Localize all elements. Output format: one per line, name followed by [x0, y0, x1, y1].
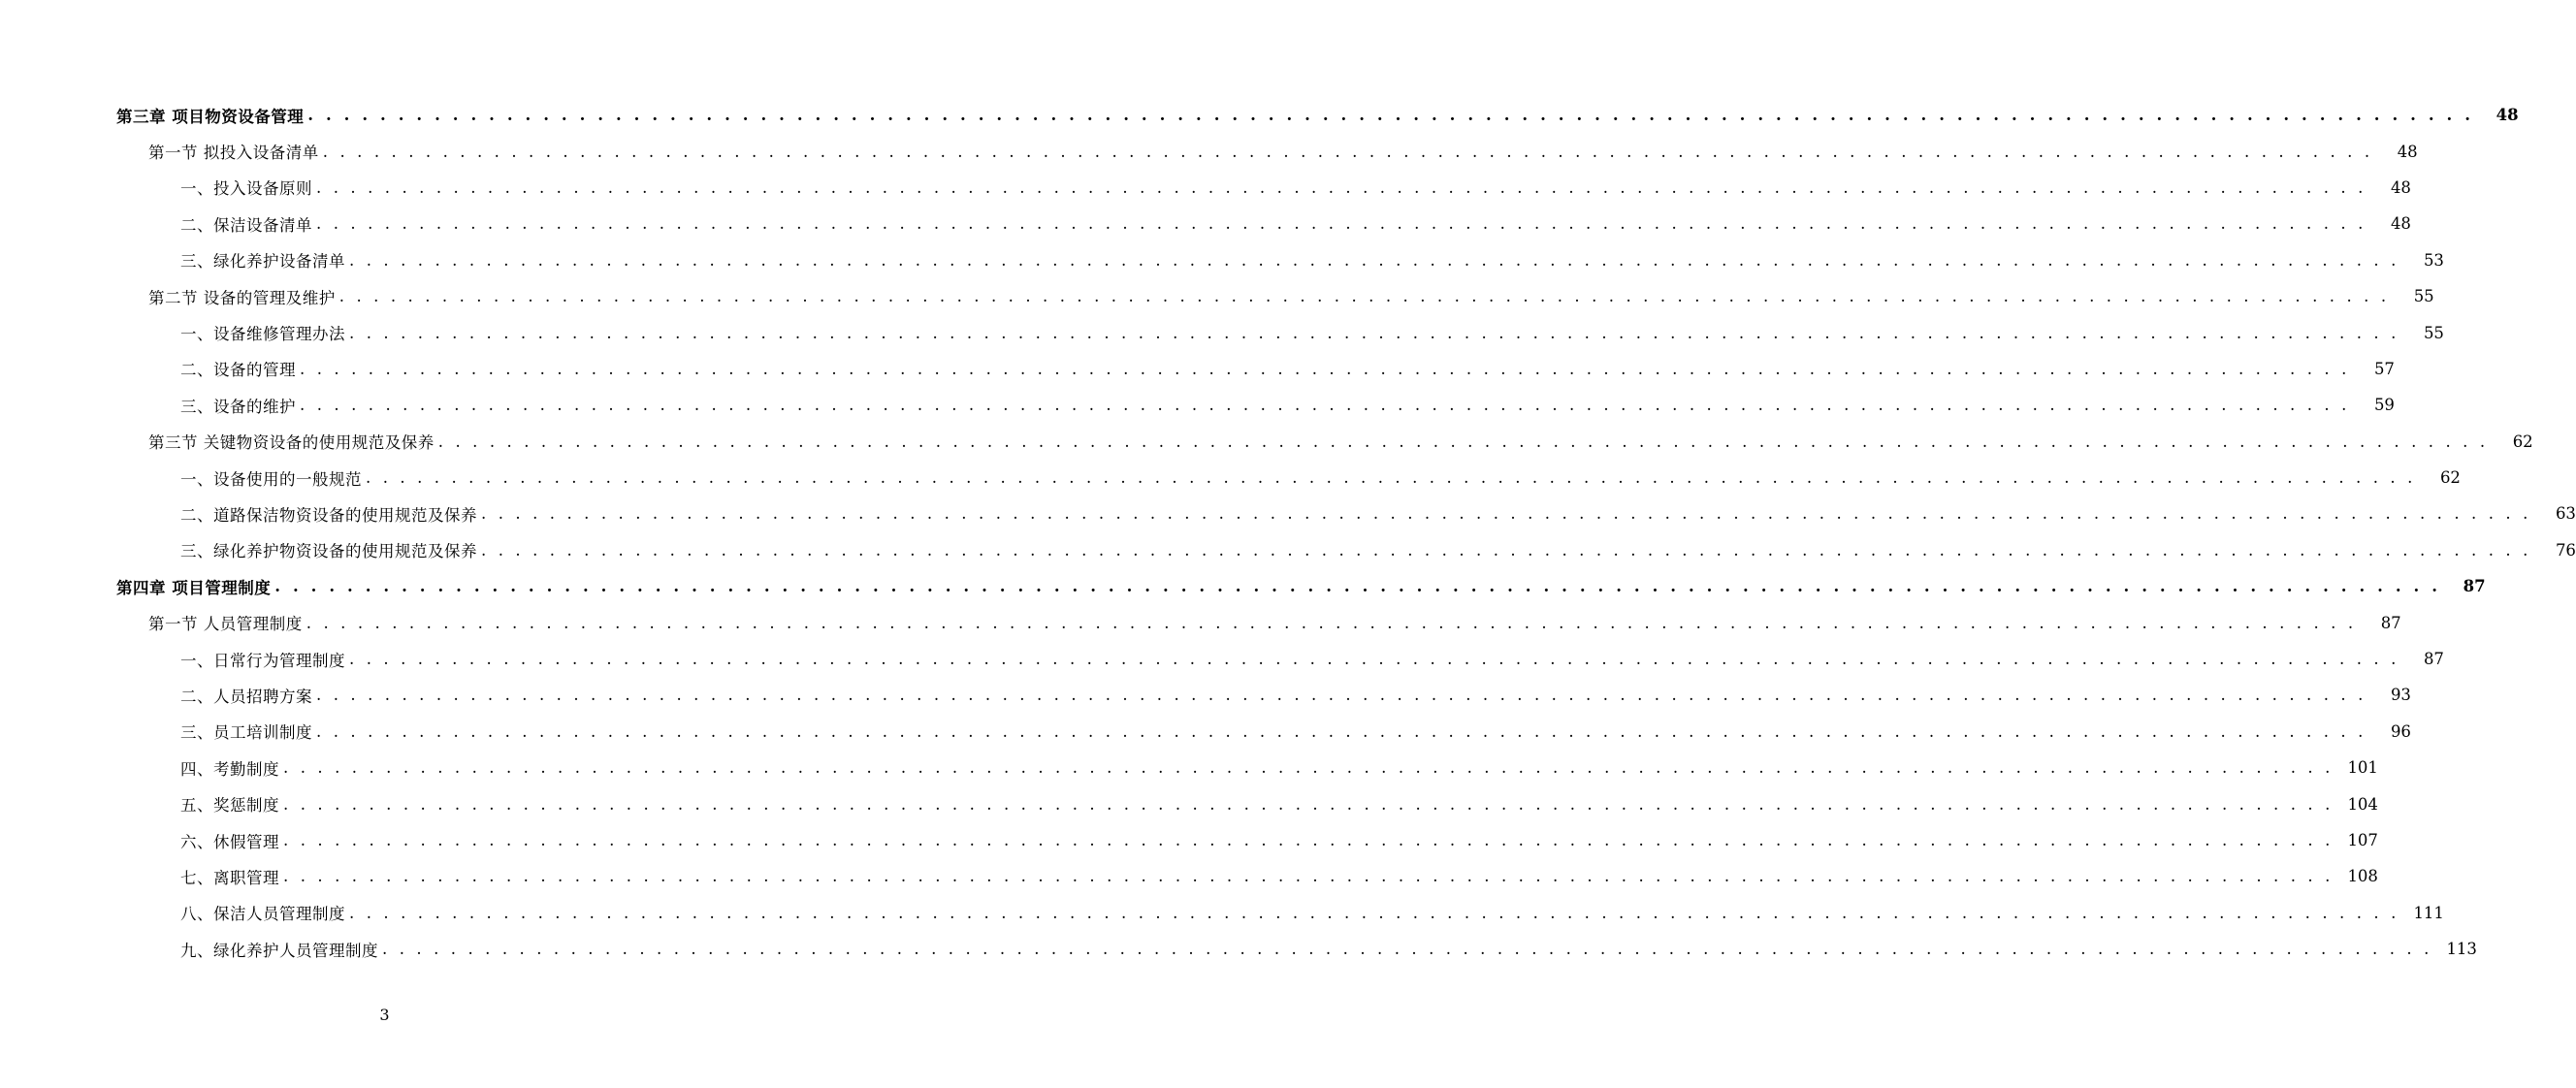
toc-entry-page: 87: [2423, 650, 2444, 669]
toc-entry-section[interactable]: [0, 604, 2401, 640]
dot-leader: . . . . . . . . . . . . . . . . . . . . . . . . . . . . . . . . . . . . . . . . . . . . . . . . . . . . . . . . . . . . . . . . . . . . . . . . . . . . . . . . . . . . . . . . . . . . . . . . . . . . . . . . . . . . . . . . . . . . . . . .: [283, 831, 2334, 849]
dot-leader: . . . . . . . . . . . . . . . . . . . . . . . . . . . . . . . . . . . . . . . . . . . . . . . . . . . . . . . . . . . . . . . . . . . . . . . . . . . . . . . . . . . . . . . . . . . . . . . . . . . . . . . . . . . . . . . . . . . . . . . .: [300, 359, 2350, 378]
toc-entry-page: 55: [2423, 323, 2444, 342]
dot-leader: . . . . . . . . . . . . . . . . . . . . . . . . . . . . . . . . . . . . . . . . . . . . . . . . . . . . . . . . . . . . . . . . . . . . . . . . . . . . . . . . . . . . . . . . . . . . . . . . . . . . . . . . . . . . . . . . . . . . . . . .: [382, 940, 2432, 959]
toc-entry-page: 104: [2347, 794, 2378, 814]
toc-entry-item[interactable]: [0, 858, 2378, 894]
toc-entry-item[interactable]: [0, 931, 2477, 967]
toc-entry-title: 一、设备维修管理办法: [180, 325, 345, 344]
toc-entry-title: 第一节 拟投入设备清单: [148, 144, 319, 163]
toc-entry-chapter[interactable]: [0, 568, 2486, 604]
toc-entry-page: 59: [2373, 396, 2395, 415]
toc-entry-page: 111: [2413, 903, 2444, 922]
toc-entry-title: 第二节 设备的管理及维护: [148, 288, 336, 307]
toc-entry-page: 101: [2347, 758, 2378, 778]
toc-entry-item[interactable]: [0, 387, 2395, 423]
toc-entry-title: 一、投入设备原则: [180, 179, 312, 199]
toc-entry-item[interactable]: [0, 242, 2444, 278]
toc-entry-title: 五、奖惩制度: [180, 796, 279, 816]
toc-entry-item[interactable]: [0, 895, 2444, 931]
toc-entry-title: 二、人员招聘方案: [180, 687, 312, 706]
toc-entry-section[interactable]: [0, 133, 2418, 169]
toc-entry-page: 48: [2390, 177, 2411, 197]
toc-entry-title: 一、日常行为管理制度: [180, 651, 345, 670]
toc-entry-item[interactable]: [0, 496, 2576, 531]
toc-entry-page: 57: [2373, 359, 2395, 378]
toc-entry-page: 63: [2555, 504, 2576, 524]
toc-entry-section[interactable]: [0, 424, 2533, 460]
toc-entry-item[interactable]: [0, 677, 2411, 713]
toc-entry-item[interactable]: [0, 714, 2411, 750]
toc-entry-title: 三、绿化养护设备清单: [180, 252, 345, 272]
toc-entry-page: 62: [2512, 432, 2533, 451]
toc-entry-title: 第一节 人员管理制度: [148, 615, 303, 634]
toc-entry-page: 87: [2463, 577, 2486, 596]
dot-leader: . . . . . . . . . . . . . . . . . . . . . . . . . . . . . . . . . . . . . . . . . . . . . . . . . . . . . . . . . . . . . . . . . . . . . . . . . . . . . . . . . . . . . . . . . . . . . . . . . . . . . . . . . . . . . . . . . . . . . . . .: [349, 903, 2399, 922]
dot-leader: . . . . . . . . . . . . . . . . . . . . . . . . . . . . . . . . . . . . . . . . . . . . . . . . . . . . . . . . . . . . . . . . . . . . . . . . . . . . . . . . . . . . . . . . . . . . . . . . . . . . . . . . . . . . . . . . . . . . . . . .: [283, 867, 2334, 886]
toc-entry-title: 二、设备的管理: [180, 361, 296, 380]
toc-entry-item[interactable]: [0, 532, 2576, 568]
toc-entry-item[interactable]: [0, 785, 2378, 821]
dot-leader: . . . . . . . . . . . . . . . . . . . . . . . . . . . . . . . . . . . . . . . . . . . . . . . . . . . . . . . . . . . . . . . . . . . . . . . . . . . . . . . . . . . . . . . . . . . . . . . . . . . . . . . . . . . . . . . . . . . . . . . .: [316, 721, 2367, 741]
dot-leader: . . . . . . . . . . . . . . . . . . . . . . . . . . . . . . . . . . . . . . . . . . . . . . . . . . . . . . . . . . . . . . . . . . . . . . . . . . . . . . . . . . . . . . . . . . . . . . . . . . . . . . . . . . . . . . . . . . . . . . . .: [274, 577, 2441, 596]
toc-entry-page: 48: [2397, 142, 2418, 161]
toc-entry-item[interactable]: [0, 206, 2411, 241]
toc-entry-item[interactable]: [0, 351, 2395, 387]
dot-leader: . . . . . . . . . . . . . . . . . . . . . . . . . . . . . . . . . . . . . . . . . . . . . . . . . . . . . . . . . . . . . . . . . . . . . . . . . . . . . . . . . . . . . . . . . . . . . . . . . . . . . . . . . . . . . . . . . . . . . . . .: [316, 177, 2367, 197]
dot-leader: . . . . . . . . . . . . . . . . . . . . . . . . . . . . . . . . . . . . . . . . . . . . . . . . . . . . . . . . . . . . . . . . . . . . . . . . . . . . . . . . . . . . . . . . . . . . . . . . . . . . . . . . . . . . . . . . . . . . . . . .: [316, 214, 2367, 234]
dot-leader: . . . . . . . . . . . . . . . . . . . . . . . . . . . . . . . . . . . . . . . . . . . . . . . . . . . . . . . . . . . . . . . . . . . . . . . . . . . . . . . . . . . . . . . . . . . . . . . . . . . . . . . . . . . . . . . . . . . . . . . .: [322, 142, 2373, 161]
toc-entry-page: 62: [2439, 468, 2461, 488]
toc-entry-title: 第四章 项目管理制度: [116, 578, 272, 597]
toc-entry-title: 第三节 关键物资设备的使用规范及保养: [148, 433, 435, 453]
dot-leader: . . . . . . . . . . . . . . . . . . . . . . . . . . . . . . . . . . . . . . . . . . . . . . . . . . . . . . . . . . . . . . . . . . . . . . . . . . . . . . . . . . . . . . . . . . . . . . . . . . . . . . . . . . . . . . . . . . . . . . . .: [481, 540, 2531, 560]
toc-entry-page: 107: [2347, 831, 2378, 849]
dot-leader: . . . . . . . . . . . . . . . . . . . . . . . . . . . . . . . . . . . . . . . . . . . . . . . . . . . . . . . . . . . . . . . . . . . . . . . . . . . . . . . . . . . . . . . . . . . . . . . . . . . . . . . . . . . . . . . . . . . . . . . .: [349, 323, 2399, 342]
dot-leader: . . . . . . . . . . . . . . . . . . . . . . . . . . . . . . . . . . . . . . . . . . . . . . . . . . . . . . . . . . . . . . . . . . . . . . . . . . . . . . . . . . . . . . . . . . . . . . . . . . . . . . . . . . . . . . . . . . . . . . . .: [300, 396, 2350, 415]
toc-entry-title: 三、员工培训制度: [180, 723, 312, 743]
toc-entry-item[interactable]: [0, 170, 2411, 206]
toc-entry-title: 第三章 项目物资设备管理: [116, 107, 305, 126]
toc-entry-item[interactable]: [0, 750, 2378, 785]
toc-entry-item[interactable]: [0, 460, 2461, 496]
dot-leader: . . . . . . . . . . . . . . . . . . . . . . . . . . . . . . . . . . . . . . . . . . . . . . . . . . . . . . . . . . . . . . . . . . . . . . . . . . . . . . . . . . . . . . . . . . . . . . . . . . . . . . . . . . . . . . . . . . . . . . . .: [481, 504, 2531, 524]
page-number: 3: [379, 1006, 390, 1024]
dot-leader: . . . . . . . . . . . . . . . . . . . . . . . . . . . . . . . . . . . . . . . . . . . . . . . . . . . . . . . . . . . . . . . . . . . . . . . . . . . . . . . . . . . . . . . . . . . . . . . . . . . . . . . . . . . . . . . . . . . . . . . .: [283, 758, 2334, 778]
toc-entry-page: 76: [2555, 540, 2576, 560]
toc-entry-item[interactable]: [0, 641, 2444, 677]
toc-entry-title: 二、保洁设备清单: [180, 215, 312, 235]
toc-entry-page: 96: [2390, 721, 2411, 741]
dot-leader: . . . . . . . . . . . . . . . . . . . . . . . . . . . . . . . . . . . . . . . . . . . . . . . . . . . . . . . . . . . . . . . . . . . . . . . . . . . . . . . . . . . . . . . . . . . . . . . . . . . . . . . . . . . . . . . . . . . . . . . .: [366, 468, 2416, 488]
dot-leader: . . . . . . . . . . . . . . . . . . . . . . . . . . . . . . . . . . . . . . . . . . . . . . . . . . . . . . . . . . . . . . . . . . . . . . . . . . . . . . . . . . . . . . . . . . . . . . . . . . . . . . . . . . . . . . . . . . . . . . . .: [437, 432, 2489, 451]
dot-leader: . . . . . . . . . . . . . . . . . . . . . . . . . . . . . . . . . . . . . . . . . . . . . . . . . . . . . . . . . . . . . . . . . . . . . . . . . . . . . . . . . . . . . . . . . . . . . . . . . . . . . . . . . . . . . . . . . . . . . . . .: [306, 613, 2357, 632]
toc-entry-page: 108: [2347, 867, 2378, 886]
toc-entry-chapter[interactable]: [0, 97, 2519, 133]
toc-entry-item[interactable]: [0, 822, 2378, 858]
dot-leader: . . . . . . . . . . . . . . . . . . . . . . . . . . . . . . . . . . . . . . . . . . . . . . . . . . . . . . . . . . . . . . . . . . . . . . . . . . . . . . . . . . . . . . . . . . . . . . . . . . . . . . . . . . . . . . . . . . . . . . . .: [349, 650, 2399, 669]
toc-entry-page: 48: [2496, 106, 2519, 125]
table-of-contents: [0, 97, 2576, 967]
toc-entry-title: 四、考勤制度: [180, 759, 279, 779]
dot-leader: . . . . . . . . . . . . . . . . . . . . . . . . . . . . . . . . . . . . . . . . . . . . . . . . . . . . . . . . . . . . . . . . . . . . . . . . . . . . . . . . . . . . . . . . . . . . . . . . . . . . . . . . . . . . . . . . . . . . . . . .: [307, 106, 2474, 125]
toc-entry-title: 九、绿化养护人员管理制度: [180, 941, 378, 960]
toc-entry-title: 七、离职管理: [180, 868, 279, 887]
toc-entry-page: 55: [2413, 287, 2434, 306]
toc-entry-title: 二、道路保洁物资设备的使用规范及保养: [180, 505, 477, 525]
toc-entry-title: 三、绿化养护物资设备的使用规范及保养: [180, 542, 477, 561]
toc-entry-title: 八、保洁人员管理制度: [180, 905, 345, 924]
toc-entry-title: 一、设备使用的一般规范: [180, 469, 362, 489]
toc-entry-page: 113: [2446, 940, 2477, 959]
dot-leader: . . . . . . . . . . . . . . . . . . . . . . . . . . . . . . . . . . . . . . . . . . . . . . . . . . . . . . . . . . . . . . . . . . . . . . . . . . . . . . . . . . . . . . . . . . . . . . . . . . . . . . . . . . . . . . . . . . . . . . . .: [283, 794, 2334, 814]
toc-entry-title: 三、设备的维护: [180, 397, 296, 416]
toc-entry-page: 87: [2380, 613, 2401, 632]
toc-entry-section[interactable]: [0, 278, 2434, 314]
toc-entry-item[interactable]: [0, 314, 2444, 350]
toc-entry-page: 48: [2390, 214, 2411, 234]
toc-entry-page: 53: [2423, 250, 2444, 270]
dot-leader: . . . . . . . . . . . . . . . . . . . . . . . . . . . . . . . . . . . . . . . . . . . . . . . . . . . . . . . . . . . . . . . . . . . . . . . . . . . . . . . . . . . . . . . . . . . . . . . . . . . . . . . . . . . . . . . . . . . . . . . .: [349, 250, 2399, 270]
dot-leader: . . . . . . . . . . . . . . . . . . . . . . . . . . . . . . . . . . . . . . . . . . . . . . . . . . . . . . . . . . . . . . . . . . . . . . . . . . . . . . . . . . . . . . . . . . . . . . . . . . . . . . . . . . . . . . . . . . . . . . . .: [316, 686, 2367, 705]
dot-leader: . . . . . . . . . . . . . . . . . . . . . . . . . . . . . . . . . . . . . . . . . . . . . . . . . . . . . . . . . . . . . . . . . . . . . . . . . . . . . . . . . . . . . . . . . . . . . . . . . . . . . . . . . . . . . . . . . . . . . . . .: [338, 287, 2390, 306]
toc-entry-page: 93: [2390, 686, 2411, 705]
toc-entry-title: 六、休假管理: [180, 832, 279, 851]
